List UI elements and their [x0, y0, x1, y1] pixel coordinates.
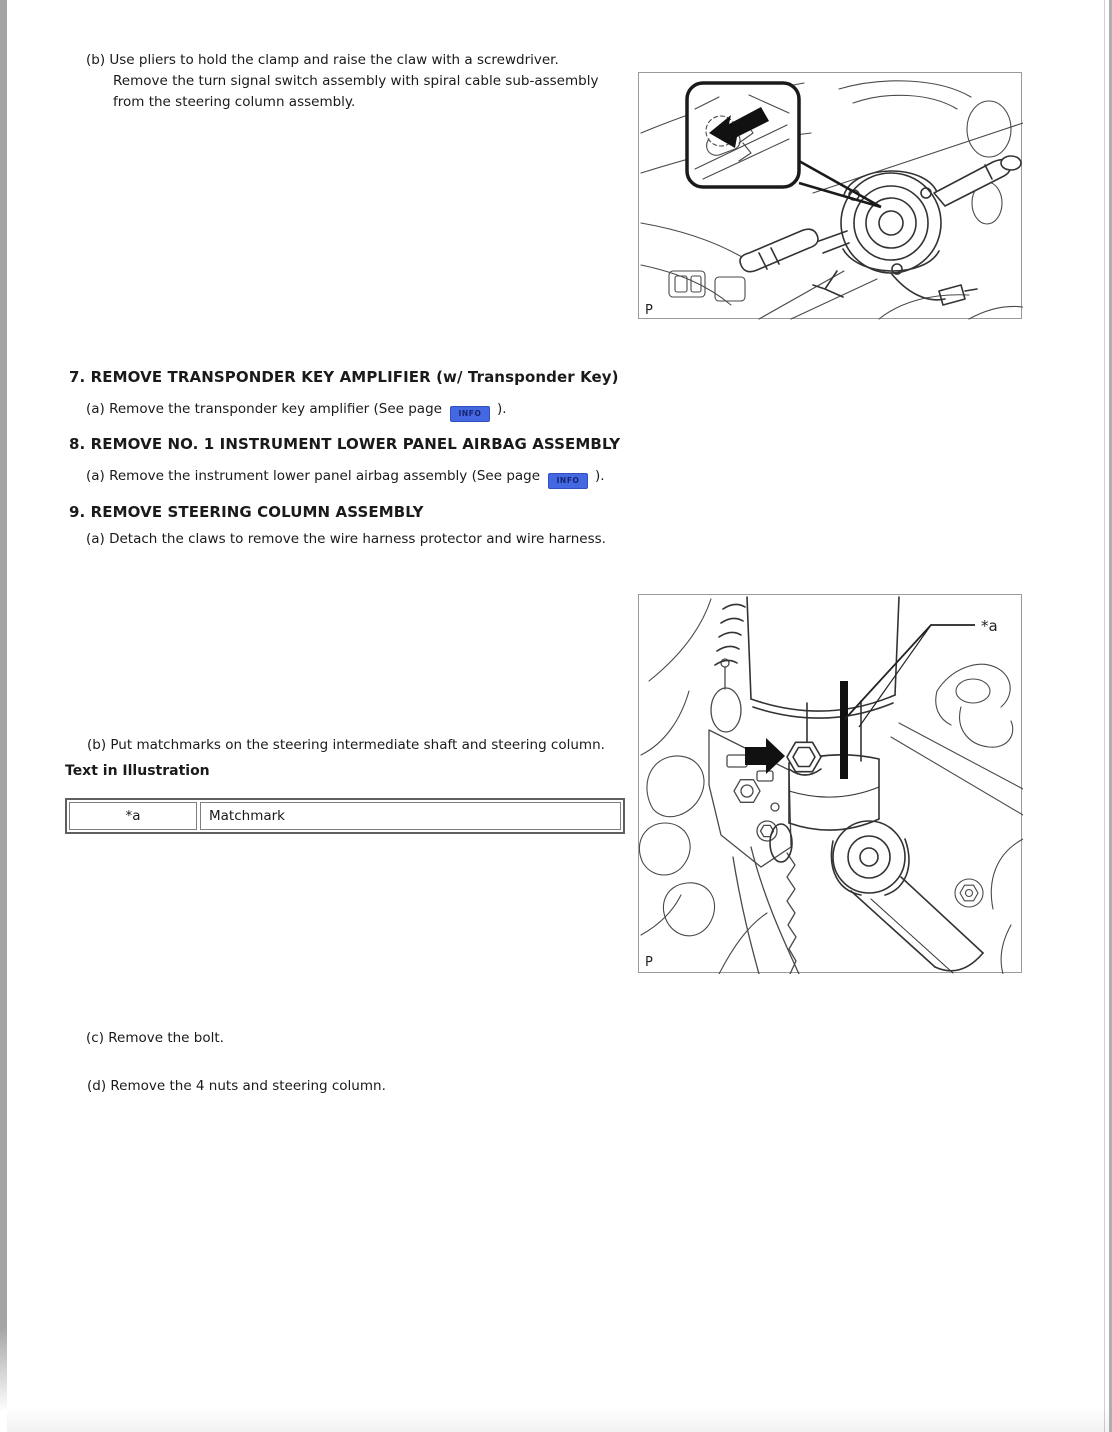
firewall-and-parts-right	[891, 664, 1023, 974]
table-key-cell: *a	[69, 802, 197, 830]
figure-intermediate-shaft	[638, 594, 1022, 973]
step-6b-line1: (b) Use pliers to hold the clamp and raise the claw with a screwdriver.	[86, 52, 559, 68]
right-edge-line	[1104, 0, 1105, 1432]
text-in-illustration-table	[65, 798, 625, 834]
substep-text: (a) Remove the transponder key amplifier (See page	[86, 401, 442, 417]
wire-harness-connector	[813, 271, 977, 305]
pinch-bolt	[787, 742, 821, 775]
substep-suffix: ).	[496, 401, 507, 417]
info-link-button[interactable]: INFO	[548, 473, 588, 489]
substep-suffix: ).	[595, 468, 605, 484]
section-7-substep-a	[86, 399, 507, 422]
section-9-substep-b: (b) Put matchmarks on the steering intermediate shaft and steering column.	[87, 737, 605, 753]
figure-turn-signal-switch	[638, 72, 1022, 319]
section-9-substep-a: (a) Detach the claws to remove the wire harness protector and wire harness.	[86, 531, 606, 547]
text-in-illustration-heading: Text in Illustration	[65, 763, 210, 779]
section-9-substep-c: (c) Remove the bolt.	[86, 1030, 224, 1046]
figure-corner-label: P	[645, 955, 653, 970]
universal-joint-and-shaft	[831, 821, 983, 973]
section-8-heading: 8. REMOVE NO. 1 INSTRUMENT LOWER PANEL AIRBAG ASSEMBLY	[69, 435, 621, 453]
section-8-substep-a	[86, 466, 605, 489]
step-6b-line2: Remove the turn signal switch assembly with spiral cable sub-assembly	[113, 73, 599, 89]
matchmark-callout	[845, 617, 998, 727]
left-edge-bar	[0, 0, 7, 1412]
bolt-pointer-arrow-icon	[745, 738, 785, 774]
step-6b-paragraph	[86, 50, 598, 113]
substep-text: (a) Remove the instrument lower panel airbag assembly (See page	[86, 468, 541, 484]
intermediate-shaft-illustration	[639, 595, 1023, 974]
column-bracket-detail	[709, 659, 799, 974]
figure-corner-label: P	[645, 303, 653, 318]
engine-bay-background-lines	[639, 599, 767, 974]
section-9-heading: 9. REMOVE STEERING COLUMN ASSEMBLY	[69, 503, 424, 521]
steering-column-tube	[715, 597, 899, 862]
spiral-cable-assembly	[841, 171, 941, 274]
callout-label: *a	[981, 617, 998, 635]
info-link-button[interactable]: INFO	[450, 406, 490, 422]
bottom-page-fade	[7, 1406, 1109, 1432]
turn-signal-switch-illustration	[639, 73, 1023, 320]
inset-detail-callout	[687, 83, 881, 207]
section-7-heading: 7. REMOVE TRANSPONDER KEY AMPLIFIER (w/ Transponder Key)	[69, 368, 619, 386]
section-9-substep-d: (d) Remove the 4 nuts and steering column.	[87, 1078, 386, 1094]
step-6b-line3: from the steering column assembly.	[113, 94, 356, 110]
table-value-cell: Matchmark	[200, 802, 621, 830]
